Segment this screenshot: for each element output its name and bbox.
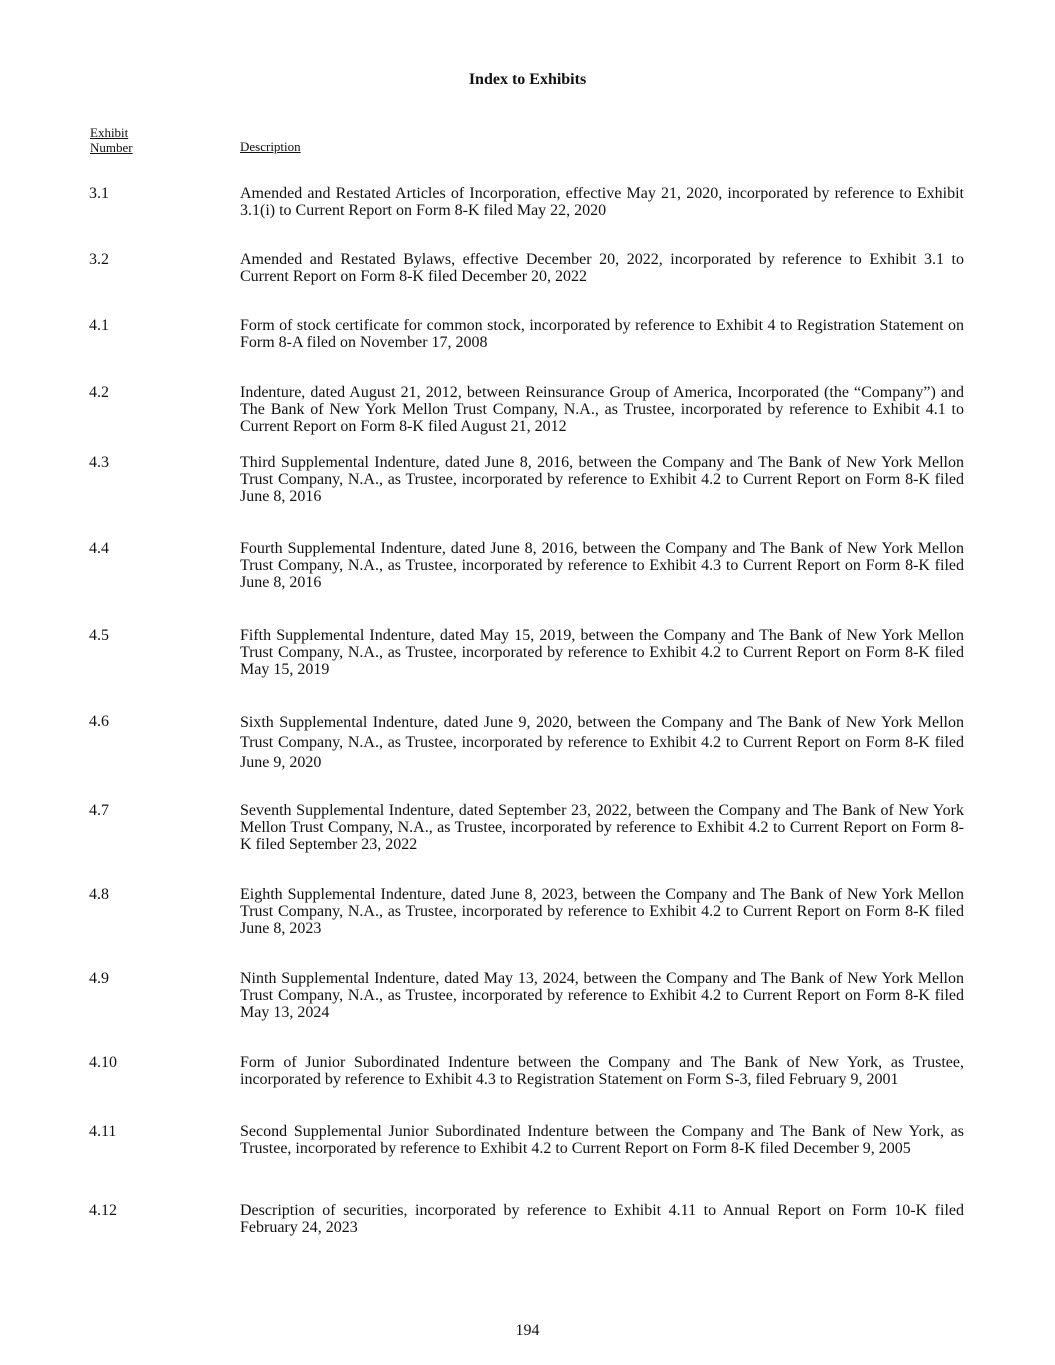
exhibit-description: Amended and Restated Articles of Incorporation, effective May 21, 2020, incorporated by reference to Exhibit 3.1(i) to Current Report on Form 8-K filed May 22, 2020	[240, 185, 964, 219]
exhibit-number: 3.2	[89, 251, 109, 268]
exhibit-description: Amended and Restated Bylaws, effective December 20, 2022, incorporated by reference to Exhibit 3.1 to Current Report on Form 8-K filed December 20, 2022	[240, 251, 964, 285]
exhibit-description: Seventh Supplemental Indenture, dated September 23, 2022, between the Company and The Bank of New York Mellon Trust Company, N.A., as Trustee, incorporated by reference to Exhibit 4.2 to Current Report on Form 8-K filed September 23, 2022	[240, 802, 964, 853]
exhibit-number: 4.1	[89, 317, 109, 334]
exhibit-description: Form of stock certificate for common stock, incorporated by reference to Exhibit 4 to Registration Statement on Form 8-A filed on November 17, 2008	[240, 317, 964, 351]
exhibit-number-header-line2: Number	[90, 140, 133, 155]
exhibit-number: 4.3	[89, 454, 109, 471]
exhibit-number: 4.8	[89, 886, 109, 903]
exhibit-description: Ninth Supplemental Indenture, dated May 13, 2024, between the Company and The Bank of New York Mellon Trust Company, N.A., as Trustee, incorporated by reference to Exhibit 4.2 to Current Report on Form 8-K filed May 13, 2024	[240, 970, 964, 1021]
exhibit-number: 4.5	[89, 627, 109, 644]
exhibit-number: 4.6	[89, 713, 109, 730]
exhibit-description: Description of securities, incorporated by reference to Exhibit 4.11 to Annual Report on Form 10-K filed February 24, 2023	[240, 1202, 964, 1236]
exhibit-number: 4.11	[89, 1123, 117, 1140]
exhibit-number: 4.7	[89, 802, 109, 819]
description-header: Description	[240, 139, 301, 154]
exhibit-number: 4.10	[89, 1054, 117, 1071]
exhibit-description: Sixth Supplemental Indenture, dated June 9, 2020, between the Company and The Bank of New York Mellon Trust Company, N.A., as Trustee, incorporated by reference to Exhibit 4.2 to Current Report on Form 8-K filed June 9, 2020	[240, 714, 964, 771]
page-title: Index to Exhibits	[468, 71, 587, 88]
exhibit-number: 4.9	[89, 970, 109, 987]
exhibit-number-header	[90, 125, 133, 155]
exhibit-description: Third Supplemental Indenture, dated June 8, 2016, between the Company and The Bank of New York Mellon Trust Company, N.A., as Trustee, incorporated by reference to Exhibit 4.2 to Current Report on Form 8-K filed June 8, 2016	[240, 454, 964, 505]
exhibit-description: Fifth Supplemental Indenture, dated May 15, 2019, between the Company and The Bank of New York Mellon Trust Company, N.A., as Trustee, incorporated by reference to Exhibit 4.2 to Current Report on Form 8-K filed May 15, 2019	[240, 627, 964, 678]
page-number: 194	[515, 1322, 540, 1339]
exhibit-number: 3.1	[89, 185, 109, 202]
exhibit-number-header-line1: Exhibit	[90, 125, 129, 140]
exhibit-description: Form of Junior Subordinated Indenture between the Company and The Bank of New York, as Trustee, incorporated by reference to Exhibit 4.3 to Registration Statement on Form S-3, filed February 9, 2001	[240, 1054, 964, 1088]
exhibit-description: Indenture, dated August 21, 2012, between Reinsurance Group of America, Incorporated (the “Company”) and The Bank of New York Mellon Trust Company, N.A., as Trustee, incorporated by reference to Exhibit 4.1 to Current Report on Form 8-K filed August 21, 2012	[240, 384, 964, 435]
exhibit-description: Fourth Supplemental Indenture, dated June 8, 2016, between the Company and The Bank of New York Mellon Trust Company, N.A., as Trustee, incorporated by reference to Exhibit 4.3 to Current Report on Form 8-K filed June 8, 2016	[240, 540, 964, 591]
exhibit-number: 4.4	[89, 540, 109, 557]
exhibit-description: Eighth Supplemental Indenture, dated June 8, 2023, between the Company and The Bank of New York Mellon Trust Company, N.A., as Trustee, incorporated by reference to Exhibit 4.2 to Current Report on Form 8-K filed June 8, 2023	[240, 886, 964, 937]
exhibit-number: 4.2	[89, 384, 109, 401]
exhibit-number: 4.12	[89, 1202, 117, 1219]
exhibit-description: Second Supplemental Junior Subordinated Indenture between the Company and The Bank of New York, as Trustee, incorporated by reference to Exhibit 4.2 to Current Report on Form 8-K filed December 9, 2005	[240, 1123, 964, 1157]
